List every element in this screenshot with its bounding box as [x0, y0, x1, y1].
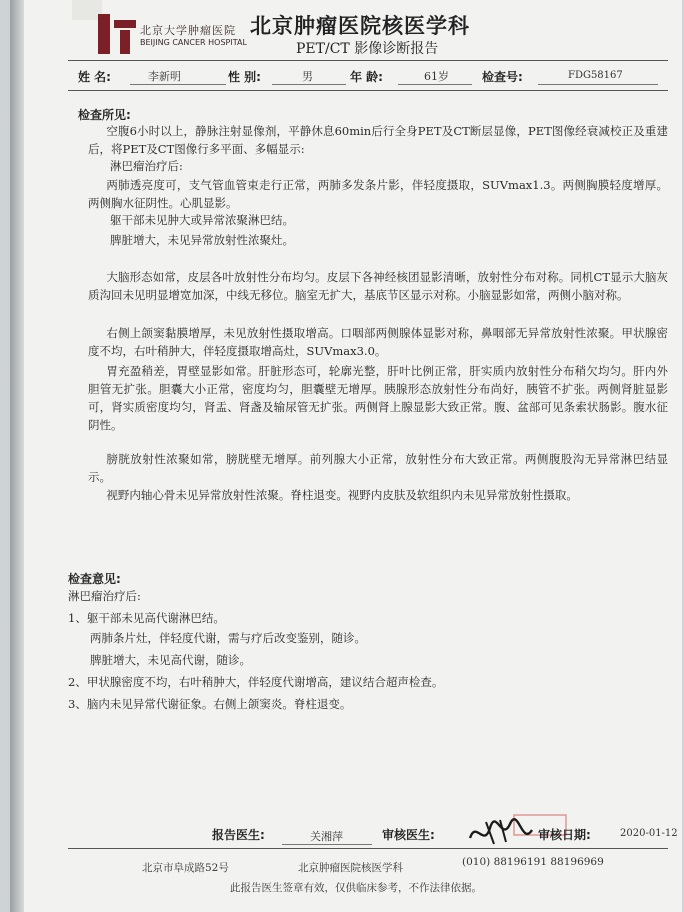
- date-label: 审核日期:: [538, 828, 591, 842]
- findings-intro: 空腹6小时以上，静脉注射显像剂，平静休息60min后行全身PET及CT断层显像，PET图像经衰减校正及重建后，将PET及CT图像行多平面、多幅显示:: [88, 124, 668, 156]
- hospital-logo-icon: [98, 14, 136, 54]
- patient-sex: 男: [302, 70, 313, 83]
- info-rule: [68, 90, 668, 91]
- findings-pelvis: 膀胱放射性浓聚如常，膀胱壁无增厚。前列腺大小正常，放射性分布大致正常。两侧腹股沟无异常淋巴结显示。: [88, 452, 668, 484]
- institution-name-cn: 北京大学肿瘤医院: [140, 24, 236, 37]
- opinion-item-1a: 两肺条片灶，伴轻度代谢，需与疗后改变鉴别，随诊。: [90, 631, 366, 645]
- findings-subheading: 淋巴瘤治疗后:: [110, 159, 183, 173]
- reporter-label: 报告医生:: [212, 828, 265, 842]
- footer-address: 北京市阜成路52号: [142, 862, 229, 874]
- report-subtitle: PET/CT 影像诊断报告: [296, 41, 439, 57]
- findings-abdomen: 胃充盈稍差，胃壁显影如常。肝脏形态可，轮廓光整，肝叶比例正常，肝实质内放射性分布稍欠均匀。肝内外胆管无扩张。胆囊大小正常，密度均匀，胆囊壁无增厚。胰腺形态放射性分布尚好，胰管不扩张。两侧肾脏显影可，肾实质密度均匀，肾盂、肾盏及输尿管无扩张。两侧肾上腺显影大致正常。腹、盆部可见条索状肠影。腹水征阴性。: [88, 364, 668, 432]
- reviewer-label: 审核医生:: [382, 828, 435, 842]
- footer-phones: (010) 88196191 88196969: [462, 856, 604, 868]
- page-binding-edge: [10, 0, 24, 912]
- opinion-item-1: 1、躯干部未见高代谢淋巴结。: [68, 611, 225, 625]
- exam-no-label: 检查号:: [482, 70, 523, 84]
- findings-lymph: 躯干部未见肿大或异常浓聚淋巴结。: [110, 213, 294, 227]
- review-date: 2020-01-12: [620, 828, 678, 839]
- header-rule: [68, 60, 668, 61]
- opinion-item-3: 3、脑内未见异常代谢征象。右侧上颌窦炎。脊柱退变。: [68, 697, 352, 711]
- opinion-item-1b: 脾脏增大，未见高代谢，随诊。: [90, 653, 251, 667]
- opinion-heading: 检查意见:: [68, 572, 121, 586]
- findings-bone: 视野内轴心骨未见异常放射性浓聚。脊柱退变。视野内皮肤及软组织内未见异常放射性摄取。: [106, 488, 578, 502]
- findings-heading: 检查所见:: [78, 108, 131, 122]
- opinion-subheading: 淋巴瘤治疗后:: [68, 589, 141, 603]
- footer-dept: 北京肿瘤医院核医学科: [298, 862, 403, 874]
- institution-name-en: BEIJING CANCER HOSPITAL: [140, 38, 247, 47]
- report-page: [10, 0, 682, 912]
- patient-age: 61岁: [424, 70, 449, 83]
- age-label: 年 龄:: [350, 70, 383, 84]
- findings-lung: 两肺透亮度可，支气管血管束走行正常，两肺多发条片影，伴轻度摄取，SUVmax1.3。两侧胸膜轻度增厚。两侧胸水征阴性。心肌显影。: [88, 178, 668, 210]
- footer-disclaimer: 此报告医生签章有效，仅供临床参考，不作法律依据。: [230, 882, 482, 894]
- findings-spleen: 脾脏增大，未见异常放射性浓聚灶。: [110, 233, 294, 247]
- findings-head-neck: 右侧上颌窦黏膜增厚，未见放射性摄取增高。口咽部两侧腺体显影对称，鼻咽部无异常放射性浓聚。甲状腺密度不均，右叶稍肿大，伴轻度摄取增高灶，SUVmax3.0。: [88, 326, 668, 358]
- reviewer-signature-text: 谭: [496, 828, 506, 839]
- findings-brain: 大脑形态如常，皮层各叶放射性分布均匀。皮层下各神经核团显影清晰，放射性分布对称。同机CT显示大脑灰质沟回未见明显增宽加深，中线无移位。脑室无扩大，基底节区显示对称。小脑显影如常，两侧小脑对称。: [88, 270, 668, 302]
- exam-number: FDG58167: [568, 70, 623, 81]
- patient-name: 李新明: [148, 70, 181, 83]
- report-title: 北京肿瘤医院核医学科: [250, 14, 470, 38]
- reporter-name: 关湘萍: [310, 830, 343, 843]
- sex-label: 性 别:: [228, 70, 261, 84]
- footer-rule: [68, 848, 668, 849]
- opinion-item-2: 2、甲状腺密度不均，右叶稍肿大，伴轻度代谢增高，建议结合超声检查。: [68, 675, 444, 689]
- name-label: 姓 名:: [78, 70, 111, 84]
